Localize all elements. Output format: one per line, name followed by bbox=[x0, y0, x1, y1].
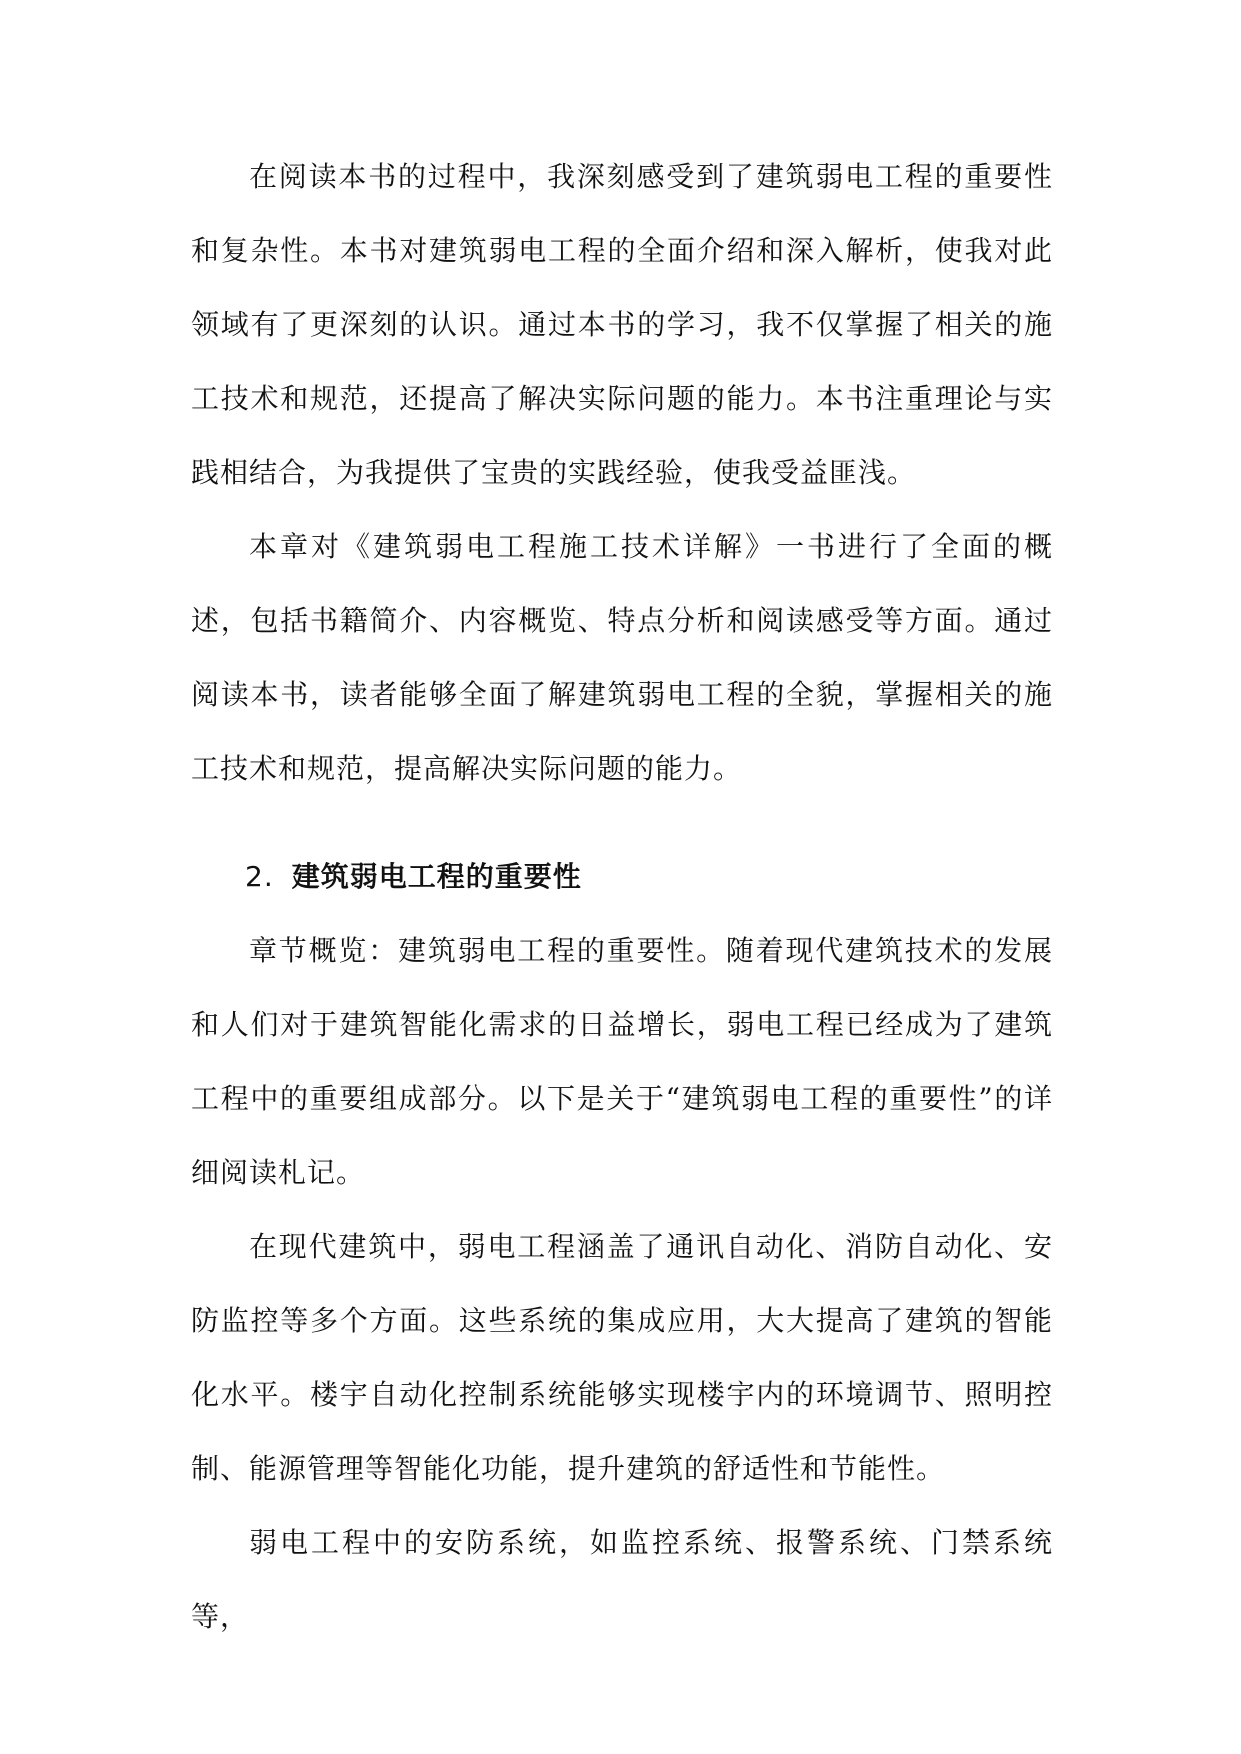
section-heading bbox=[191, 840, 1053, 914]
document-body bbox=[191, 140, 1053, 1654]
section-number: 2. bbox=[245, 860, 274, 893]
section-title: 建筑弱电工程的重要性 bbox=[291, 860, 582, 893]
paragraph-security-systems: 弱电工程中的安防系统，如监控系统、报警系统、门禁系统等， bbox=[191, 1526, 1053, 1633]
paragraph-reading-experience: 在阅读本书的过程中，我深刻感受到了建筑弱电工程的重要性和复杂性。本书对建筑弱电工程的全面介绍和深入解析，使我对此领域有了更深刻的认识。通过本书的学习，我不仅掌握了相关的施工技术和规范，还提高了解决实际问题的能力。本书注重理论与实践相结合，为我提供了宝贵的实践经验，使我受益匪浅。 bbox=[191, 160, 1053, 489]
paragraph-systems-scope: 在现代建筑中，弱电工程涵盖了通讯自动化、消防自动化、安防监控等多个方面。这些系统的集成应用，大大提高了建筑的智能化水平。楼宇自动化控制系统能够实现楼宇内的环境调节、照明控制、能源管理等智能化功能，提升建筑的舒适性和节能性。 bbox=[191, 1230, 1053, 1485]
paragraph-chapter-summary: 本章对《建筑弱电工程施工技术详解》一书进行了全面的概述，包括书籍简介、内容概览、特点分析和阅读感受等方面。通过阅读本书，读者能够全面了解建筑弱电工程的全貌，掌握相关的施工技术和规范，提高解决实际问题的能力。 bbox=[191, 530, 1053, 785]
paragraph-section-overview: 章节概览：建筑弱电工程的重要性。随着现代建筑技术的发展和人们对于建筑智能化需求的日益增长，弱电工程已经成为了建筑工程中的重要组成部分。以下是关于“建筑弱电工程的重要性”的详细阅读札记。 bbox=[191, 934, 1053, 1189]
